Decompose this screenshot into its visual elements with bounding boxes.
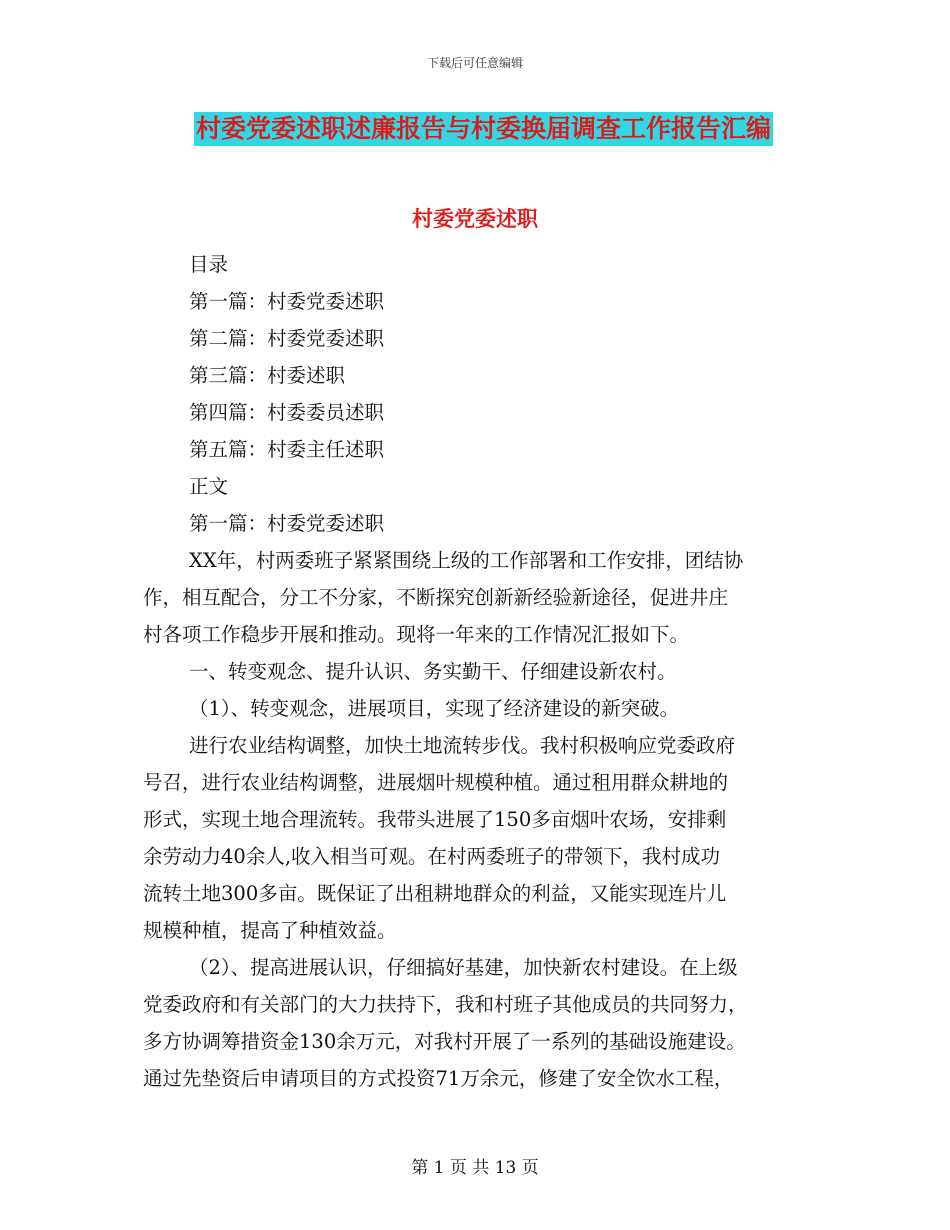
toc-item: 第三篇：村委述职 <box>189 364 346 387</box>
paragraph-line: 作，相互配合，分工不分家，不断探究创新新经验新途径，促进井庄 <box>143 586 729 609</box>
paragraph-line: （2）、提高进展认识，仔细搞好基建，加快新农村建设。在上级 <box>189 956 738 979</box>
paragraph-line: 通过先垫资后申请项目的方式投资71万余元，修建了安全饮水工程， <box>143 1067 734 1090</box>
header-note: 下载后可任意编辑 <box>426 56 523 70</box>
paragraph-line: 多方协调筹措资金130余万元，对我村开展了一系列的基础设施建设。 <box>143 1030 746 1053</box>
toc-item: 第二篇：村委党委述职 <box>189 327 385 350</box>
paragraph-line: 号召，进行农业结构调整，进展烟叶规模种植。通过租用群众耕地的 <box>143 771 729 794</box>
body-heading: 正文 <box>189 475 229 498</box>
paragraph-line: 村各项工作稳步开展和推动。现将一年来的工作情况汇报如下。 <box>143 623 690 646</box>
paragraph-line: 党委政府和有关部门的大力扶持下，我和村班子其他成员的共同努力， <box>143 993 748 1016</box>
page-number: 第 1 页 共 13 页 <box>411 1158 539 1178</box>
paragraph-line: 流转土地300多亩。既保证了出租耕地群众的利益，又能实现连片儿 <box>143 882 727 905</box>
toc-item: 第五篇：村委主任述职 <box>189 438 385 461</box>
section-heading: 一、转变观念、提升认识、务实勤干、仔细建设新农村。 <box>189 660 677 683</box>
paragraph-line: 形式，实现土地合理流转。我带头进展了150多亩烟叶农场，安排剩 <box>143 808 727 831</box>
subsection-heading: （1）、转变观念，进展项目，实现了经济建设的新突破。 <box>189 697 680 720</box>
toc-heading: 目录 <box>189 253 229 276</box>
part-title: 第一篇：村委党委述职 <box>189 512 385 535</box>
paragraph-line: 余劳动力40余人,收入相当可观。在村两委班子的带领下，我村成功 <box>143 845 721 868</box>
document-main-title: 村委党委述职述廉报告与村委换届调查工作报告汇编 <box>194 112 773 146</box>
paragraph-line: 进行农业结构调整，加快土地流转步伐。我村积极响应党委政府 <box>189 734 736 757</box>
paragraph-line: 规模种植，提高了种植效益。 <box>143 919 397 942</box>
document-content <box>143 246 803 1097</box>
toc-item: 第一篇：村委党委述职 <box>189 290 385 313</box>
toc-item: 第四篇：村委委员述职 <box>189 401 385 424</box>
section-title: 村委党委述职 <box>412 206 538 231</box>
paragraph-line: XX年，村两委班子紧紧围绕上级的工作部署和工作安排，团结协 <box>189 549 744 572</box>
